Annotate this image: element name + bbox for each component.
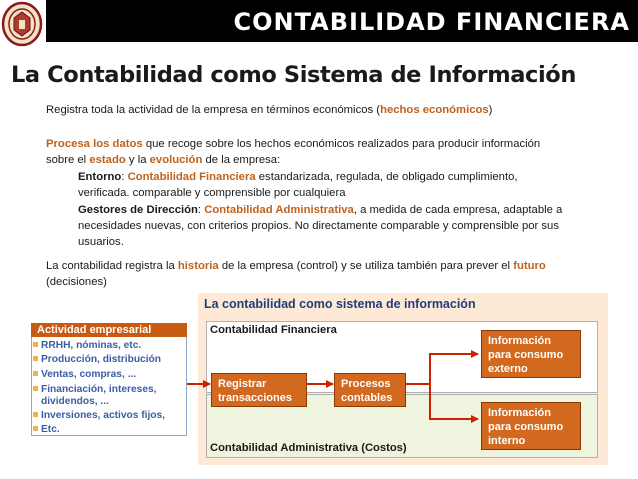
- activity-item-label: Etc.: [41, 424, 60, 435]
- p3-highlight-2: futuro: [513, 260, 546, 272]
- internal-information-box: [481, 402, 581, 450]
- arrow-to-internal: [430, 384, 478, 419]
- gestores-text-3: usuarios.: [78, 236, 124, 248]
- p2-text-2: sobre el: [46, 154, 90, 166]
- gestores-text-2: necesidades nuevas, con criterios propios. No directamente comparable y comprensible por sus: [78, 220, 559, 232]
- list-item: [33, 369, 136, 381]
- p1-highlight: hechos económicos: [380, 104, 489, 116]
- p2-highlight-1: Procesa los datos: [46, 138, 143, 150]
- register-transactions-box: [211, 373, 307, 407]
- bullet-icon: [33, 342, 38, 347]
- bullet-icon: [33, 356, 38, 361]
- p1-text-end: ): [488, 104, 493, 116]
- external-line-2: para consumo: [488, 349, 564, 361]
- activity-item-label: RRHH, nóminas, etc.: [41, 340, 142, 351]
- internal-line-3: interno: [488, 435, 526, 447]
- activity-item-label: Inversiones, activos fijos,: [41, 410, 165, 421]
- accounting-processes-box: [334, 373, 406, 407]
- gestores-text-1: , a medida de cada empresa, adaptable a: [353, 204, 563, 216]
- processes-line-2: contables: [341, 392, 393, 404]
- list-item: [33, 410, 165, 422]
- gestores-sep: :: [197, 204, 205, 216]
- activity-item-label: Producción, distribución: [41, 354, 161, 365]
- p3-text-3: (decisiones): [46, 276, 107, 288]
- external-information-box: [481, 330, 581, 378]
- list-item: [33, 384, 157, 396]
- p2-text-3: y la: [125, 154, 150, 166]
- p2-highlight-2: estado: [89, 154, 126, 166]
- entorno-text-2: verificada. comparable y comprensible por cualquiera: [78, 187, 346, 199]
- diagram-title: La contabilidad como sistema de información: [204, 297, 476, 311]
- list-item: [33, 354, 161, 366]
- header-title: CONTABILIDAD FINANCIERA: [233, 8, 630, 36]
- arrow-to-external: [430, 354, 478, 384]
- activity-item-label: dividendos, ...: [41, 396, 109, 407]
- p1-text: Registra toda la actividad de la empresa en términos económicos (: [46, 104, 381, 116]
- entorno-text-1: estandarizada, regulada, de obligado cumplimiento,: [255, 171, 518, 183]
- bullet-icon: [33, 426, 38, 431]
- bullet-icon: [33, 371, 38, 376]
- processes-line-1: Procesos: [341, 378, 391, 390]
- entorno-sep: :: [121, 171, 128, 183]
- list-item: [33, 340, 141, 352]
- external-line-1: Información: [488, 335, 551, 347]
- p3-text-1: La contabilidad registra la: [46, 260, 178, 272]
- list-item-continuation: [41, 396, 109, 408]
- financial-accounting-label: Contabilidad Financiera: [210, 324, 337, 336]
- gestores-label: Gestores de Dirección: [78, 204, 198, 216]
- gestores-highlight: Contabilidad Administrativa: [204, 204, 354, 216]
- administrative-accounting-label: Contabilidad Administrativa (Costos): [210, 442, 407, 454]
- register-line-1: Registrar: [218, 378, 267, 390]
- register-line-2: transacciones: [218, 392, 292, 404]
- bullet-icon: [33, 386, 38, 391]
- p3-highlight-1: historia: [177, 260, 219, 272]
- bullet-icon: [33, 412, 38, 417]
- list-item: [33, 424, 60, 436]
- internal-line-1: Información: [488, 407, 551, 419]
- page-title: La Contabilidad como Sistema de Información: [11, 62, 576, 88]
- p2-text-4: de la empresa:: [202, 154, 281, 166]
- entorno-label: Entorno: [78, 171, 122, 183]
- activity-item-label: Financiación, intereses,: [41, 384, 157, 395]
- p3-text-2: de la empresa (control) y se utiliza también para prever el: [218, 260, 514, 272]
- internal-line-2: para consumo: [488, 421, 564, 433]
- external-line-3: externo: [488, 363, 528, 375]
- activity-item-label: Ventas, compras, ...: [41, 369, 137, 380]
- business-activity-title: Actividad empresarial: [31, 323, 187, 337]
- p2-text-1: que recoge sobre los hechos económicos realizados para producir información: [142, 138, 541, 150]
- entorno-highlight: Contabilidad Financiera: [127, 171, 256, 183]
- p2-highlight-3: evolución: [149, 154, 203, 166]
